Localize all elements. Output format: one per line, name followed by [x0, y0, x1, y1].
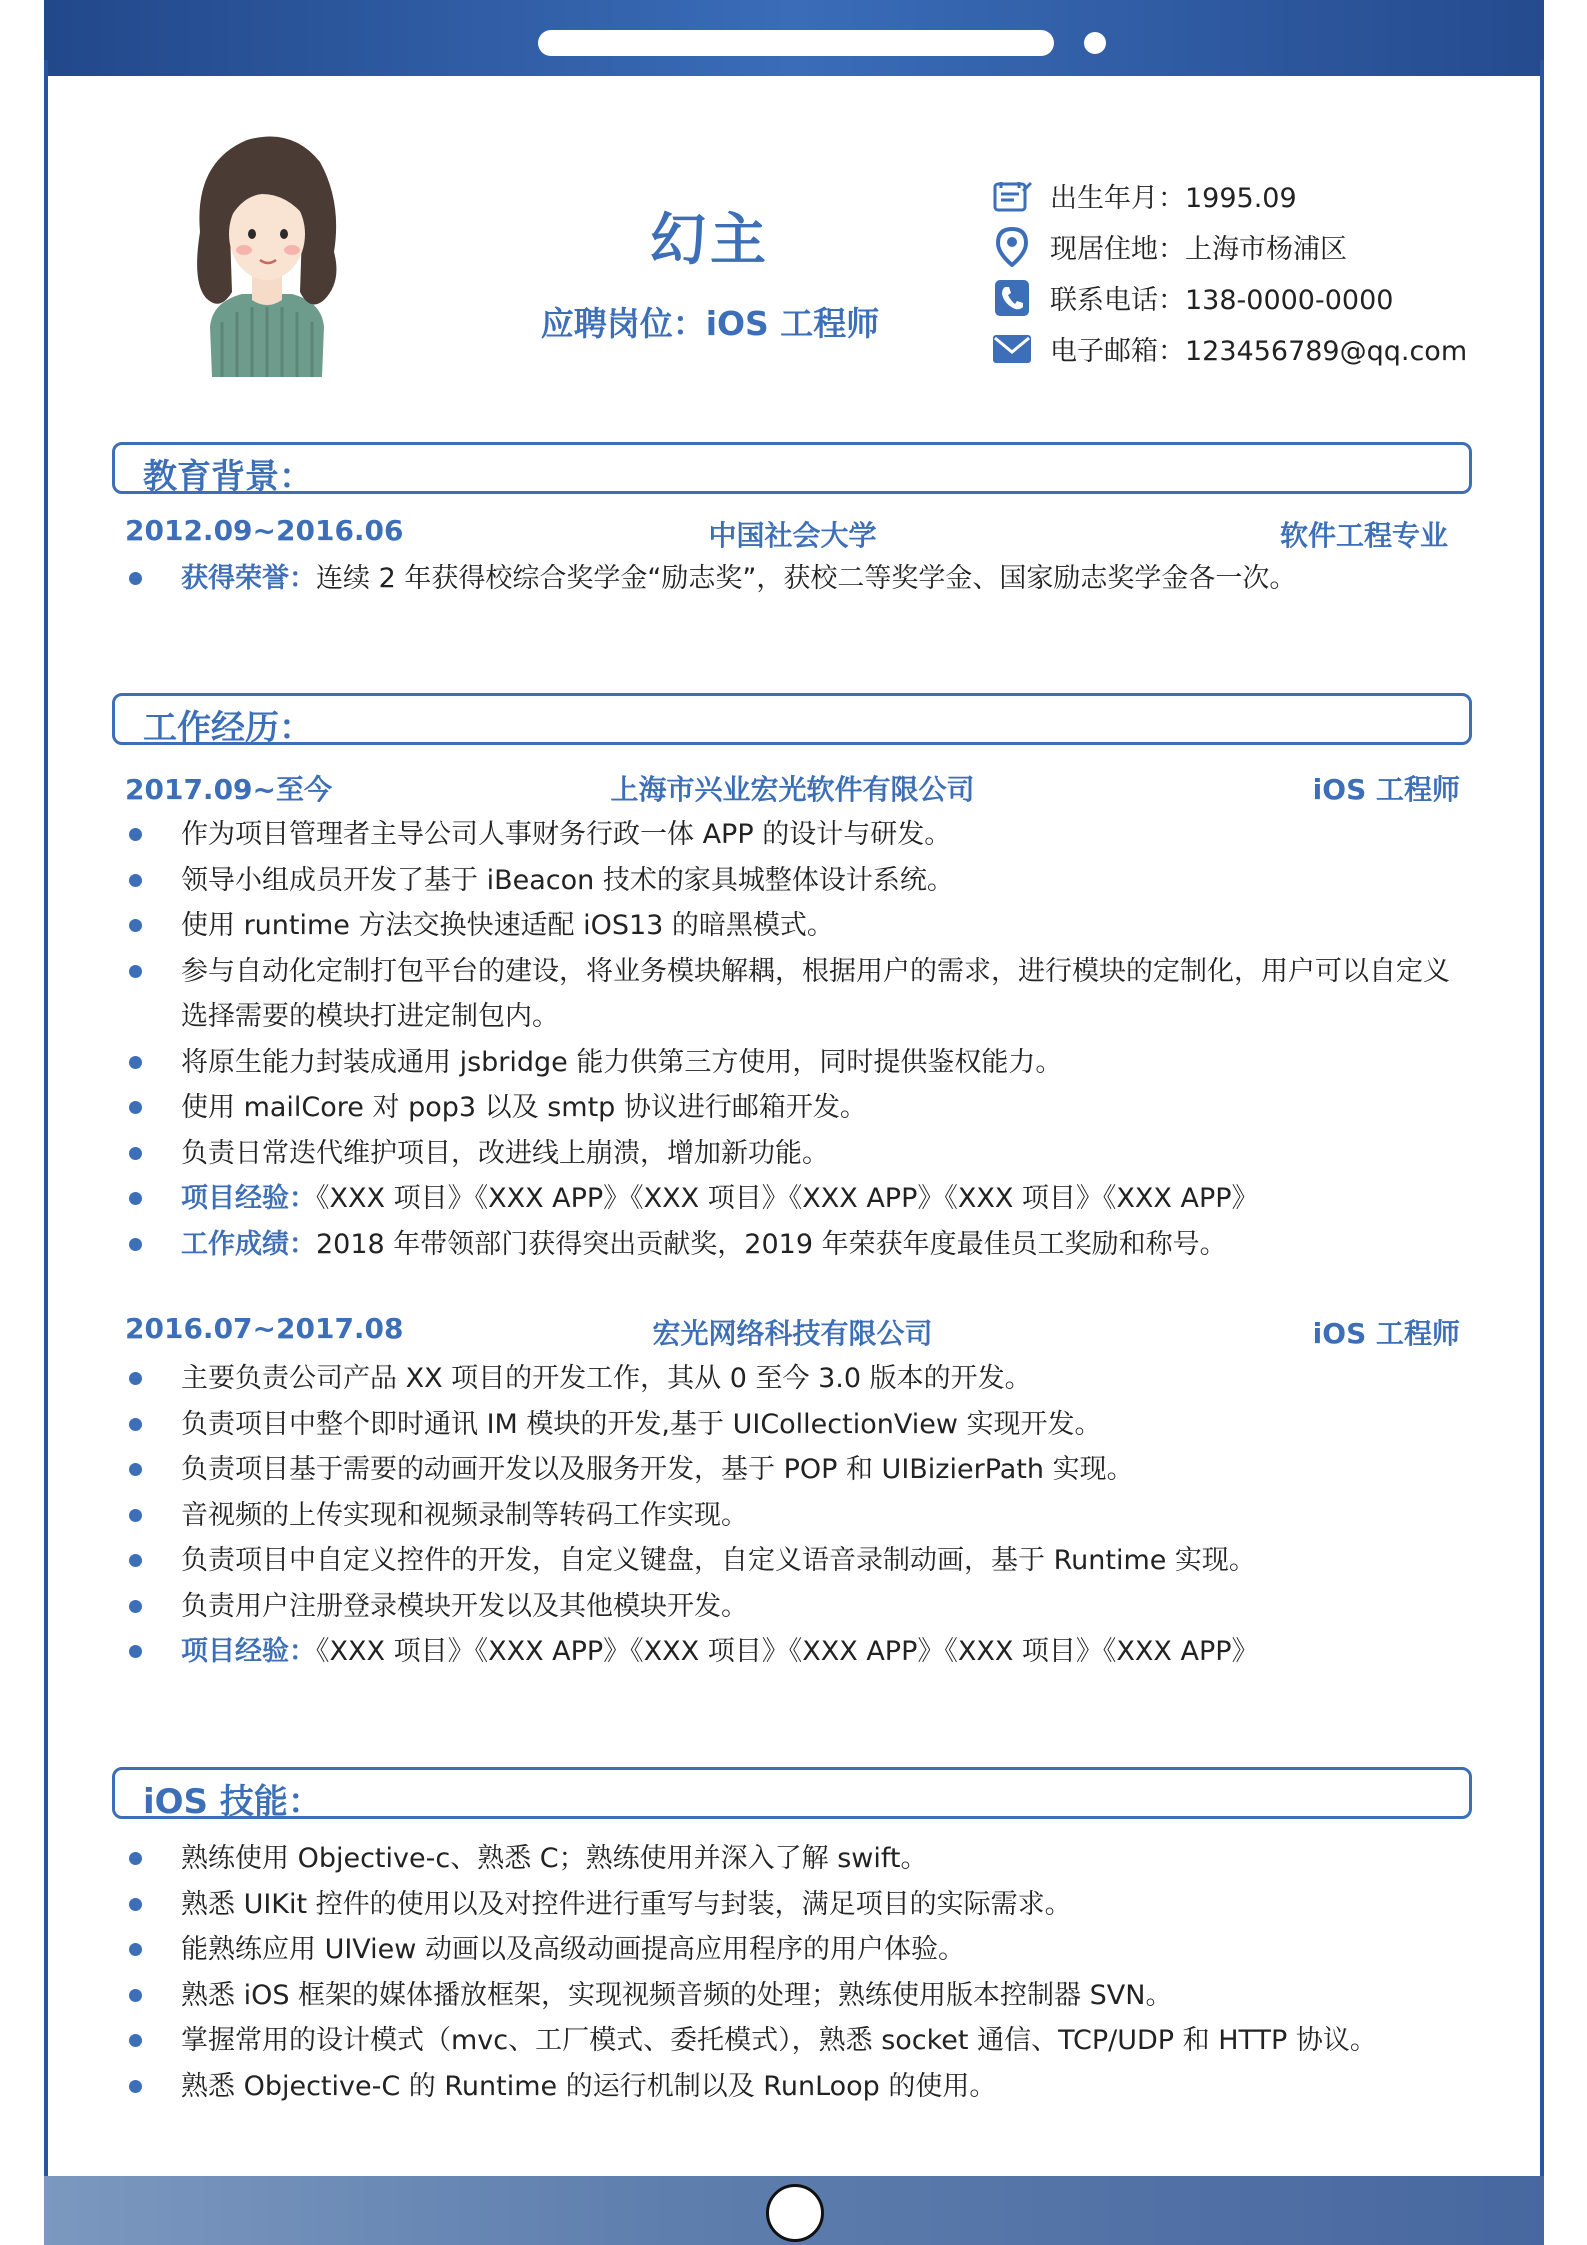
list-item: 主要负责公司产品 XX 项目的开发工作，其从 0 至今 3.0 版本的开发。 — [125, 1356, 1470, 1402]
list-item — [125, 1176, 1470, 1222]
section-education-header — [112, 442, 1472, 497]
top-dot-decoration — [1084, 32, 1106, 54]
section-skills-header — [112, 1767, 1472, 1822]
top-pill-decoration — [538, 30, 1054, 56]
job-1-date: 2017.09~至今 — [125, 773, 332, 806]
candidate-name: 幻主 — [650, 208, 770, 273]
job-2-date: 2016.07~2017.08 — [125, 1312, 404, 1345]
project-label: 项目经验： — [181, 1636, 316, 1667]
contact-email-text: 电子邮箱：123456789@qq.com — [1050, 336, 1468, 367]
section-education-title: 教育背景： — [143, 457, 313, 497]
section-work-title: 工作经历： — [143, 708, 313, 748]
project-text: 《XXX 项目》《XXX APP》《XXX 项目》《XXX APP》《XXX 项目》《XXX APP》 — [316, 1183, 1259, 1214]
job-1-role: iOS 工程师 — [1312, 773, 1460, 806]
list-item: 熟悉 Objective-C 的 Runtime 的运行机制以及 RunLoop 的使用。 — [125, 2064, 1470, 2110]
frame-right-border — [1540, 60, 1544, 2180]
education-school: 中国社会大学 — [708, 519, 877, 552]
honor-text: 连续 2 年获得校综合奖学金“励志奖”，获校二等奖学金、国家励志奖学金各一次。 — [316, 563, 1297, 594]
education-date: 2012.09~2016.06 — [125, 514, 404, 547]
job-position: 应聘岗位：iOS 工程师 — [540, 304, 880, 343]
avatar — [192, 122, 342, 377]
list-item: 音视频的上传实现和视频录制等转码工作实现。 — [125, 1493, 1470, 1539]
contact-birth-text: 出生年月：1995.09 — [1050, 183, 1297, 214]
job-2-header — [125, 1312, 1460, 1352]
contact-birth — [990, 170, 1510, 221]
section-work-header — [112, 693, 1472, 748]
education-entry-header — [125, 514, 1460, 554]
list-item: 熟悉 iOS 框架的媒体播放框架，实现视频音频的处理；熟练使用版本控制器 SVN。 — [125, 1973, 1470, 2019]
list-item — [125, 1222, 1470, 1268]
job-1-header — [125, 768, 1460, 808]
contact-info — [990, 170, 1510, 374]
frame-left-border — [44, 60, 48, 2180]
list-item: 使用 mailCore 对 pop3 以及 smtp 协议进行邮箱开发。 — [125, 1085, 1470, 1131]
section-skills-title: iOS 技能： — [143, 1782, 322, 1822]
calendar-icon — [990, 176, 1034, 216]
contact-address — [990, 221, 1510, 272]
top-banner — [44, 0, 1544, 76]
honor-label: 获得荣誉： — [181, 563, 316, 594]
list-item: 负责项目基于需要的动画开发以及服务开发，基于 POP 和 UIBizierPath 实现。 — [125, 1447, 1470, 1493]
job-2-company: 宏光网络科技有限公司 — [652, 1317, 933, 1350]
list-item: 作为项目管理者主导公司人事财务行政一体 APP 的设计与研发。 — [125, 812, 1470, 858]
list-item: 掌握常用的设计模式（mvc、工厂模式、委托模式），熟悉 socket 通信、TCP/UDP 和 HTTP 协议。 — [125, 2018, 1470, 2064]
skills-list — [125, 1836, 1470, 2109]
list-item: 负责项目中整个即时通讯 IM 模块的开发,基于 UICollectionView 实现开发。 — [125, 1402, 1470, 1448]
list-item — [125, 1629, 1470, 1675]
job-1-list — [125, 812, 1470, 1267]
list-item: 负责项目中自定义控件的开发，自定义键盘，自定义语音录制动画，基于 Runtime 实现。 — [125, 1538, 1470, 1584]
contact-phone — [990, 272, 1510, 323]
location-pin-icon — [990, 227, 1034, 267]
contact-address-text: 现居住地：上海市杨浦区 — [1050, 234, 1347, 265]
list-item: 熟悉 UIKit 控件的使用以及对控件进行重写与封装，满足项目的实际需求。 — [125, 1882, 1470, 1928]
list-item: 负责日常迭代维护项目，改进线上崩溃，增加新功能。 — [125, 1131, 1470, 1177]
education-major: 软件工程专业 — [1279, 519, 1448, 552]
list-item: 熟练使用 Objective-c、熟悉 C；熟练使用并深入了解 swift。 — [125, 1836, 1470, 1882]
list-item: 能熟练应用 UIView 动画以及高级动画提高应用程序的用户体验。 — [125, 1927, 1470, 1973]
job-2-role: iOS 工程师 — [1312, 1317, 1460, 1350]
job-2-list — [125, 1356, 1470, 1675]
list-item: 将原生能力封装成通用 jsbridge 能力供第三方使用，同时提供鉴权能力。 — [125, 1040, 1470, 1086]
phone-icon — [990, 278, 1034, 318]
list-item: 负责用户注册登录模块开发以及其他模块开发。 — [125, 1584, 1470, 1630]
contact-email — [990, 323, 1510, 374]
mail-icon — [990, 329, 1034, 369]
project-text: 《XXX 项目》《XXX APP》《XXX 项目》《XXX APP》《XXX 项目》《XXX APP》 — [316, 1636, 1259, 1667]
list-item: 参与自动化定制打包平台的建设，将业务模块解耦，根据用户的需求，进行模块的定制化，用户可以自定义选择需要的模块打进定制包内。 — [125, 949, 1470, 1040]
list-item: 领导小组成员开发了基于 iBeacon 技术的家具城整体设计系统。 — [125, 858, 1470, 904]
project-label: 项目经验： — [181, 1183, 316, 1214]
job-1-company: 上海市兴业宏光软件有限公司 — [610, 773, 975, 806]
list-item — [125, 556, 1470, 602]
list-item: 使用 runtime 方法交换快速适配 iOS13 的暗黑模式。 — [125, 903, 1470, 949]
achievement-label: 工作成绩： — [181, 1228, 316, 1260]
bottom-circle-decoration — [766, 2184, 824, 2242]
contact-phone-text: 联系电话：138-0000-0000 — [1050, 285, 1394, 316]
education-list — [125, 556, 1470, 602]
achievement-text: 2018 年带领部门获得突出贡献奖，2019 年荣获年度最佳员工奖励和称号。 — [316, 1228, 1227, 1260]
